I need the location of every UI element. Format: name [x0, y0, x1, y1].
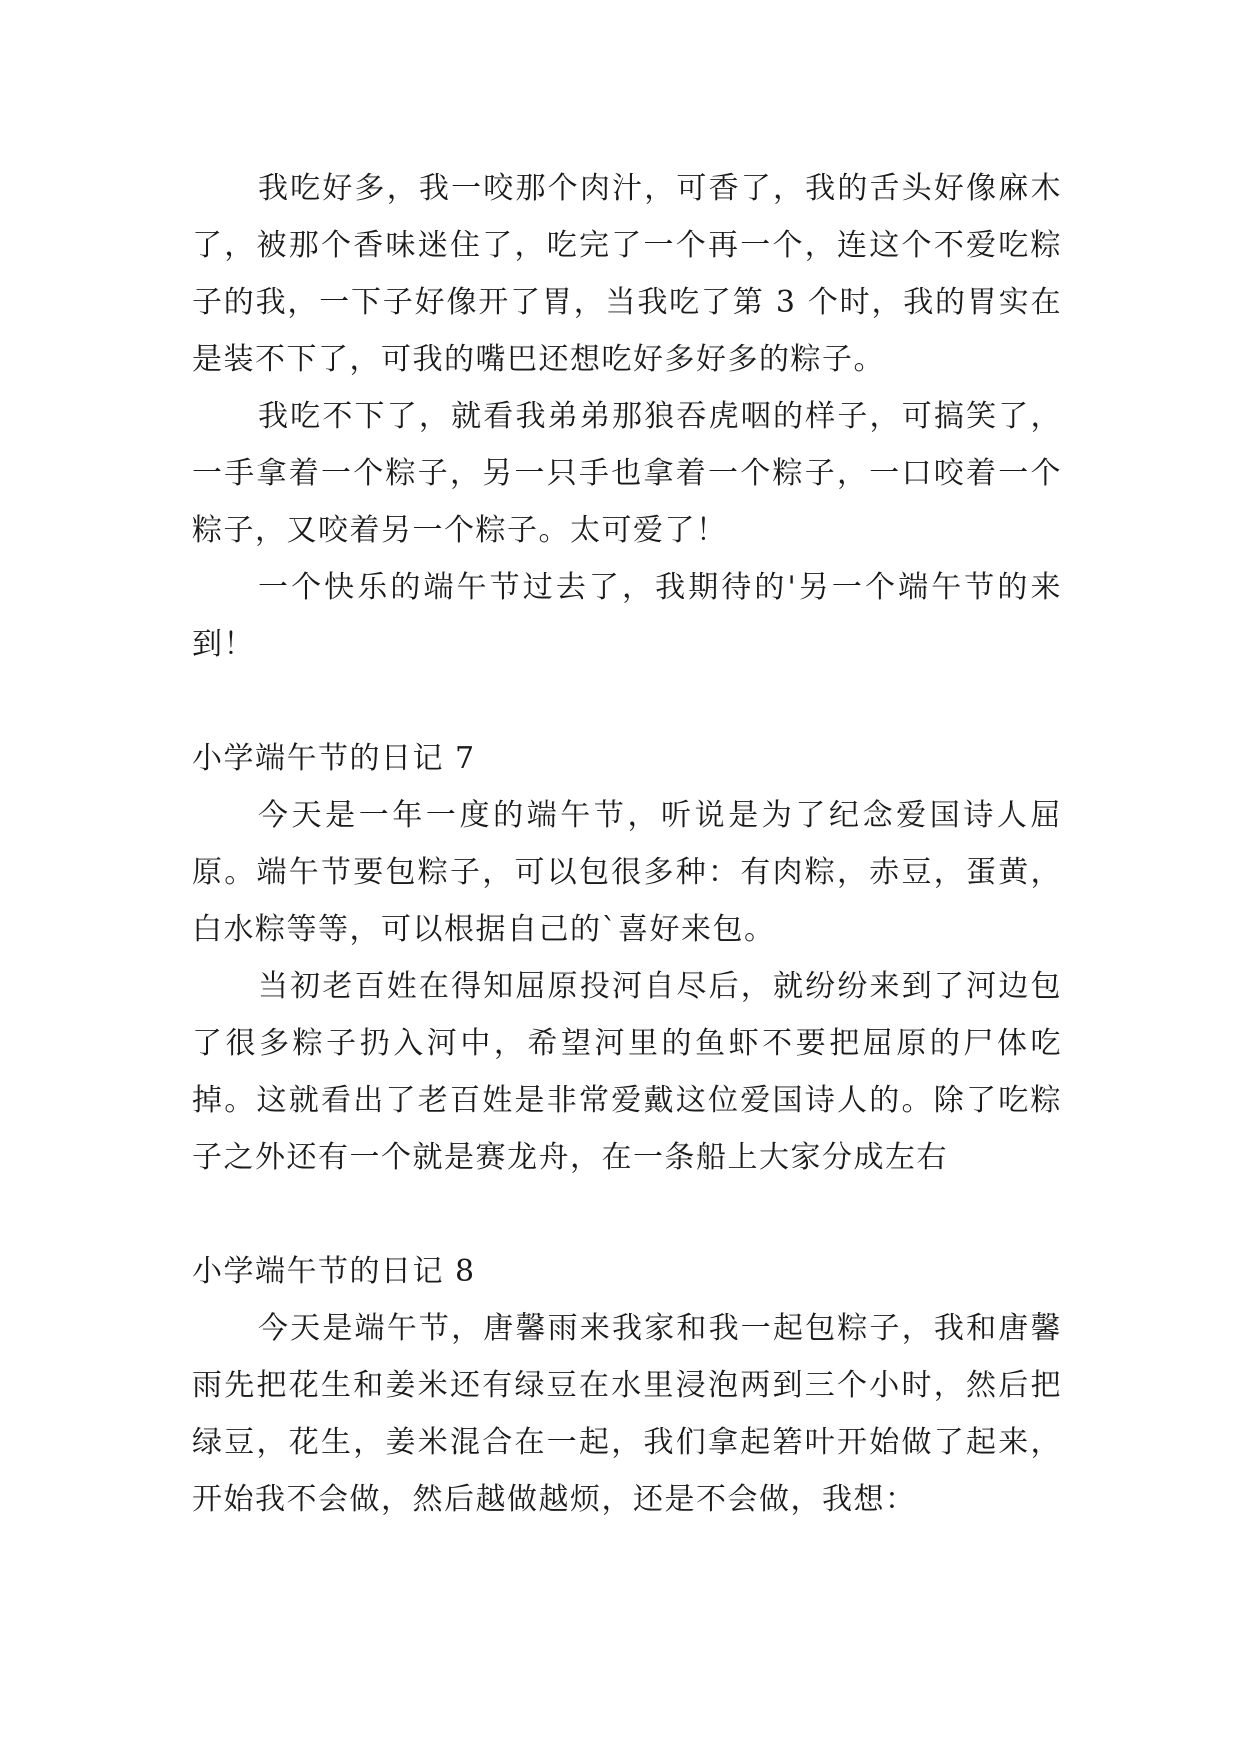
section-diary-8 [192, 1243, 1062, 1528]
section-continued [192, 160, 1062, 673]
section-spacer [192, 1186, 1062, 1243]
section-title: 小学端午节的日记 7 [192, 741, 476, 776]
document-body [192, 160, 1062, 1528]
section-title: 小学端午节的日记 8 [192, 1254, 476, 1289]
paragraph: 我吃好多，我一咬那个肉汁，可香了，我的舌头好像麻木了，被那个香味迷住了，吃完了一个再一个，连这个不爱吃粽子的我，一下子好像开了胃，当我吃了第 3 个时，我的胃实在是装不下了，可我的嘴巴还想吃好多好多的粽子。 [192, 171, 1062, 377]
paragraph: 当初老百姓在得知屈原投河自尽后，就纷纷来到了河边包了很多粽子扔入河中，希望河里的鱼虾不要把屈原的尸体吃掉。这就看出了老百姓是非常爱戴这位爱国诗人的。除了吃粽子之外还有一个就是赛龙舟，在一条船上大家分成左右 [192, 969, 1062, 1175]
paragraph: 一个快乐的端午节过去了，我期待的'另一个端午节的来到！ [192, 570, 1062, 662]
paragraph: 今天是端午节，唐馨雨来我家和我一起包粽子，我和唐馨雨先把花生和姜米还有绿豆在水里浸泡两到三个小时，然后把绿豆，花生，姜米混合在一起，我们拿起箬叶开始做了起来，开始我不会做，然后越做越烦，还是不会做，我想： [192, 1311, 1062, 1517]
paragraph: 今天是一年一度的端午节，听说是为了纪念爱国诗人屈原。端午节要包粽子，可以包很多种：有肉粽，赤豆，蛋黄，白水粽等等，可以根据自己的`喜好来包。 [192, 798, 1062, 947]
section-diary-7 [192, 730, 1062, 1186]
section-spacer [192, 673, 1062, 730]
paragraph: 我吃不下了，就看我弟弟那狼吞虎咽的样子，可搞笑了，一手拿着一个粽子，另一只手也拿着一个粽子，一口咬着一个粽子，又咬着另一个粽子。太可爱了！ [192, 399, 1062, 548]
